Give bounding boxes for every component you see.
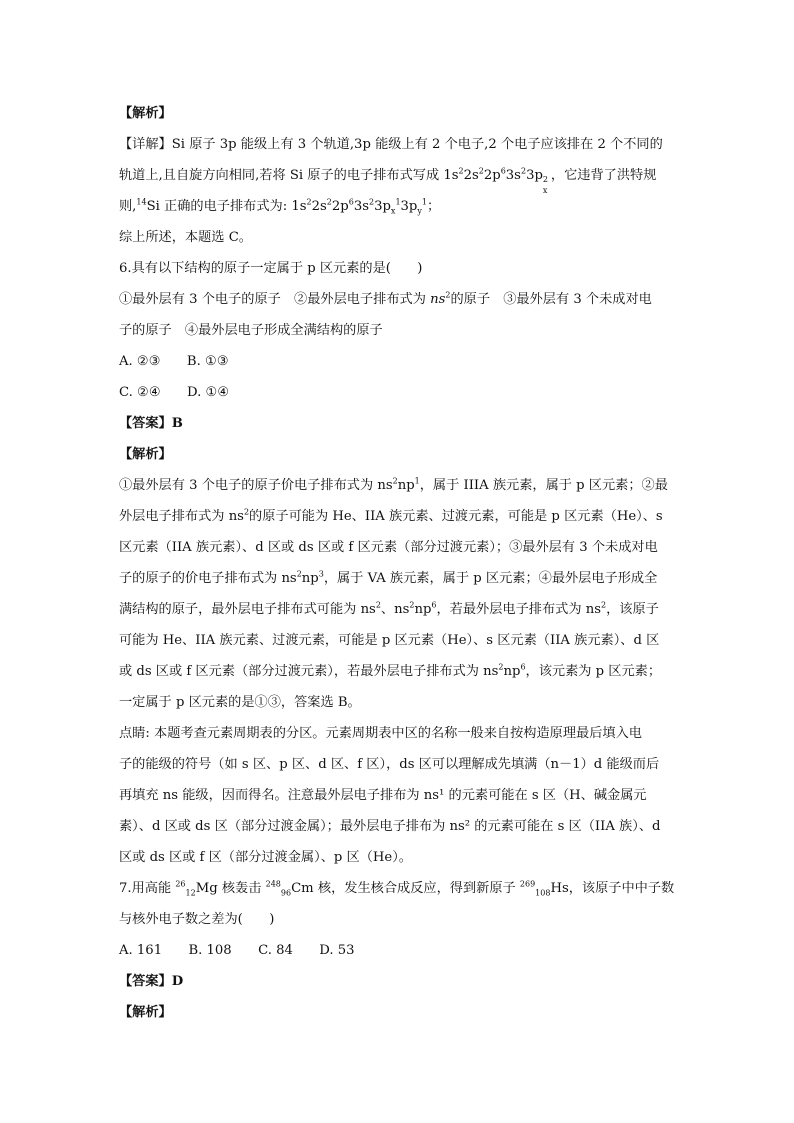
q7-choices: A. 161 B. 108 C. 84 D. 53 — [119, 943, 355, 958]
detail-line-1: 【详解】Si 原子 3p 能级上有 3 个轨道,3p 能级上有 2 个电子,2 个电子应该排在 2 个不同的 — [119, 137, 663, 152]
question-7-line-1: 7.用高能 $^{26}_{12}$Mg 核轰击 $^{248}_{96}$Cm 核，发生核合成反应，得到新原子 $^{269}_{108}$Hs，该原子中中子数 — [119, 879, 675, 898]
tip-line-2: 子的能级的符号（如 s 区、p 区、d 区、f 区），ds 区可以理解成先填满（n－1）d 能级而后 — [119, 757, 660, 772]
conclusion-line: 综上所述，本题选 C。 — [119, 230, 252, 245]
q6-analysis-line-1: ①最外层有 3 个电子的原子价电子排布式为 $ns^2np^1$，属于 IIIA 族元素，属于 p 区元素；②最 — [119, 476, 668, 493]
heading-analysis-3: 【解析】 — [119, 1005, 172, 1020]
tip-line-3: 再填充 ns 能级，因而得名。注意最外层电子排布为 ns¹ 的元素可能在 s 区（H、碱金属元 — [119, 788, 647, 803]
q6-analysis-line-5: 满结构的原子，最外层电子排布式可能为 $ns^2$、$ns^2np^6$，若最外层电子排布式为 $ns^2$，该原子 — [119, 600, 659, 617]
q7-answer: 【答案】D — [119, 974, 184, 989]
q6-analysis-line-8: 一定属于 p 区元素的是①③，答案选 B。 — [119, 695, 361, 710]
question-6: 6.具有以下结构的原子一定属于 p 区元素的是( ) — [119, 261, 423, 276]
q6-analysis-line-3: 区元素（IIA 族元素）、d 区或 ds 区或 f 区元素（部分过渡元素）；③最外层有 3 个未成对电 — [119, 540, 658, 555]
q6-analysis-line-6: 可能为 He、IIA 族元素、过渡元素，可能是 p 区元素（He）、s 区元素（IIA 族元素）、d 区 — [119, 633, 660, 648]
question-7-line-2: 与核外电子数之差为( ) — [119, 912, 275, 927]
q6-choices-cd: C. ②④ D. ①④ — [119, 385, 230, 400]
detail-line-2: 轨道上,且自旋方向相同,若将 Si 原子的电子排布式写成 $1s^22s^22p^63s^23p$ 2 x ，它违背了洪特规 — [119, 166, 657, 195]
q6-answer: 【答案】B — [119, 416, 183, 431]
q6-choices-ab: A. ②③ B. ①③ — [119, 354, 229, 369]
tip-line-5: 区或 ds 区或 f 区（部分过渡金属）、p 区（He）。 — [119, 850, 412, 865]
q6-options-line-1: ①最外层有 3 个电子的原子 ②最外层电子排布式为 $ns^2$的原子 ③最外层有 3 个未成对电 — [119, 290, 652, 307]
q6-options-line-2: 子的原子 ④最外层电子形成全满结构的原子 — [119, 323, 383, 338]
q6-analysis-line-7: 或 ds 区或 f 区元素（部分过渡元素），若最外层电子排布式为 $ns^2np^6$，该元素为 p 区元素； — [119, 662, 662, 679]
detail-line-3: 则,$^{14}$Si 正确的电子排布式为: $1s^22s^22p^63s^23p_x^13p_y^1$； — [119, 197, 441, 216]
document-body — [119, 98, 679, 1028]
q6-analysis-line-2: 外层电子排布式为 $ns^2$的原子可能为 He、IIA 族元素、过渡元素，可能是 p 区元素（He）、s — [119, 507, 663, 524]
heading-analysis-1: 【解析】 — [119, 106, 172, 121]
tip-line-1: 点睛: 本题考查元素周期表的分区。元素周期表中区的名称一般来自按构造原理最后填入电 — [119, 726, 642, 741]
tip-line-4: 素）、d 区或 ds 区（部分过渡金属）；最外层电子排布为 ns² 的元素可能在 s 区（IIA 族）、d — [119, 819, 661, 834]
heading-analysis-2: 【解析】 — [119, 447, 172, 462]
q6-analysis-line-4: 子的原子的价电子排布式为 $ns^2np^3$，属于 VA 族元素，属于 p 区元素；④最外层电子形成全 — [119, 569, 658, 586]
